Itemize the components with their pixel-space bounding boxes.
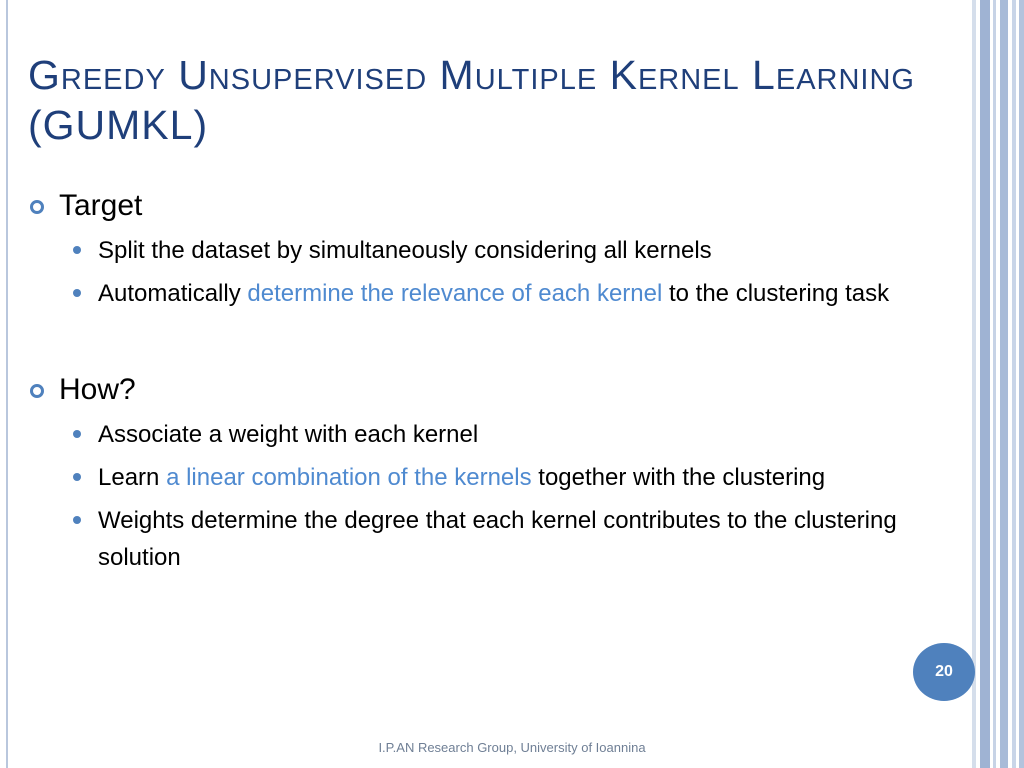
- list-item: [30, 275, 958, 312]
- list-item: [30, 232, 958, 269]
- item-text: Split the dataset by simultaneously considering all kernels: [98, 237, 712, 264]
- dot-bullet-icon: [73, 473, 81, 481]
- item-text: Associate a weight with each kernel: [98, 421, 479, 448]
- item-text: Automatically: [98, 280, 248, 307]
- list-item: [30, 459, 958, 496]
- page-number: 20: [935, 663, 953, 680]
- item-highlight: determine the relevance of each kernel: [247, 280, 663, 307]
- ring-bullet-icon: [30, 384, 44, 398]
- dot-bullet-icon: [73, 430, 81, 438]
- left-frame-line: [6, 0, 8, 768]
- stripe: [1012, 0, 1016, 768]
- stripe: [993, 0, 996, 768]
- stripe: [972, 0, 976, 768]
- item-text-end: to the clustering task: [662, 280, 890, 307]
- item-text: Weights determine the degree that each kernel contributes to the clustering solution: [98, 507, 897, 571]
- stripe: [980, 0, 990, 768]
- section-heading-text: How?: [59, 373, 136, 406]
- dot-bullet-icon: [73, 516, 81, 524]
- list-item: [30, 502, 958, 576]
- dot-bullet-icon: [73, 246, 81, 254]
- item-highlight: a linear combination of the kernels: [166, 464, 532, 491]
- list-item: [30, 416, 958, 453]
- page-number-badge: [913, 643, 975, 701]
- ring-bullet-icon: [30, 200, 44, 214]
- section-heading-text: Target: [59, 189, 143, 222]
- item-text: Learn: [98, 464, 167, 491]
- footer-text: I.P.AN Research Group, University of Ioannina: [378, 740, 646, 755]
- dot-bullet-icon: [73, 289, 81, 297]
- slide-title: Greedy Unsupervised Multiple Kernel Learning (GUMKL): [28, 52, 915, 148]
- section-heading-target: [30, 186, 970, 226]
- item-text-end: together with the clustering: [531, 464, 826, 491]
- stripe: [1019, 0, 1024, 768]
- right-decorative-stripes: [972, 0, 1024, 768]
- stripe: [1000, 0, 1008, 768]
- section-heading-how: [30, 370, 970, 410]
- slide-content: [30, 186, 970, 576]
